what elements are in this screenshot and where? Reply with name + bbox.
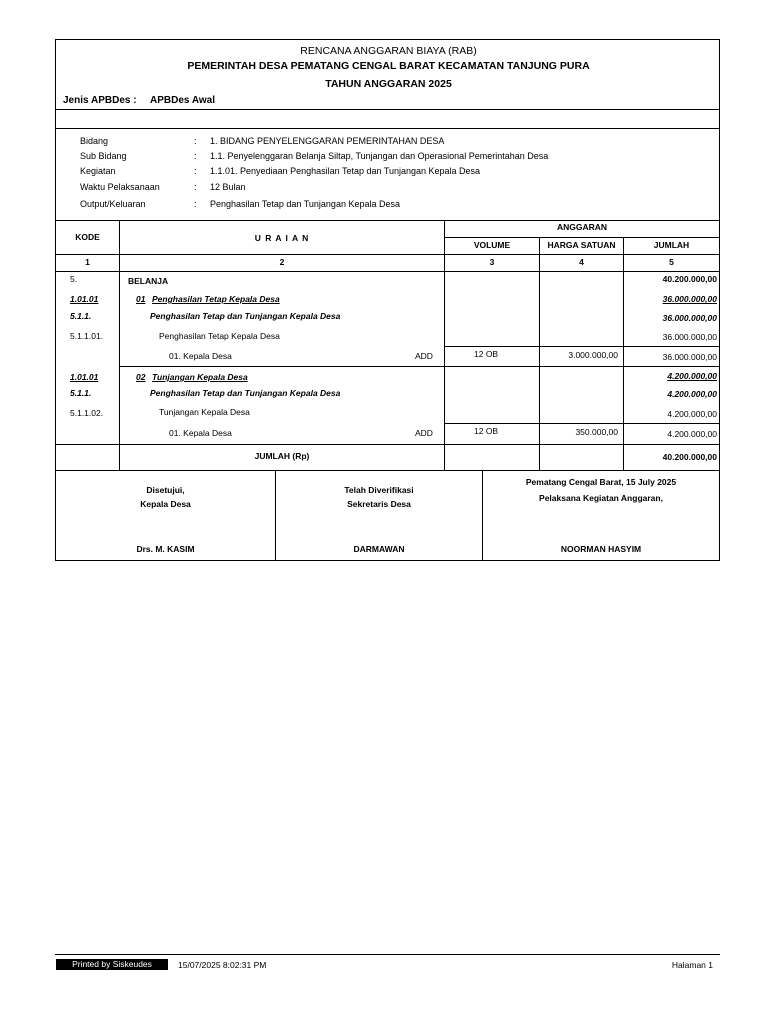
group1-item-uraian: Penghasilan Tetap Kepala Desa: [159, 331, 280, 341]
col-num-1: 1: [85, 257, 90, 267]
col-kode-header: KODE: [75, 232, 100, 242]
row-belanja-jumlah: 40.200.000,00: [662, 274, 717, 284]
info-value-subbidang: 1.1. Penyelenggaran Belanja Siltap, Tunjangan dan Operasional Pemerintahan Desa: [210, 151, 549, 161]
col-harga-header: HARGA SATUAN: [547, 240, 616, 250]
group2-uraian: Tunjangan Kepala Desa: [152, 372, 248, 382]
group2-sub-jumlah: 4.200.000,00: [667, 389, 717, 399]
jenis-apbdes-label: Jenis APBDes :: [63, 95, 137, 106]
group2-detail-sumber: ADD: [415, 428, 433, 438]
group1-item-kode: 5.1.1.01.: [70, 331, 104, 341]
info-label-output: Output/Keluaran: [80, 199, 146, 209]
sig-right-line2: Pelaksana Kegiatan Anggaran,: [539, 493, 663, 503]
group2-item-kode: 5.1.1.02.: [70, 408, 104, 418]
doc-subtitle: PEMERINTAH DESA PEMATANG CENGAL BARAT KECAMATAN TANJUNG PURA: [187, 60, 590, 72]
jenis-apbdes-value: APBDes Awal: [150, 95, 216, 106]
group1-sub-uraian: Penghasilan Tetap dan Tunjangan Kepala Desa: [150, 311, 341, 321]
group1-jumlah: 36.000.000,00: [662, 294, 717, 304]
group2-item-uraian: Tunjangan Kepala Desa: [159, 407, 250, 417]
info-value-waktu: 12 Bulan: [210, 182, 246, 192]
doc-year: TAHUN ANGGARAN 2025: [325, 78, 452, 90]
total-label: JUMLAH (Rp): [254, 451, 310, 461]
group2-item-jumlah: 4.200.000,00: [667, 409, 717, 419]
col-num-3: 3: [489, 257, 495, 267]
sig-right-name: NOORMAN HASYIM: [560, 544, 642, 554]
info-label-kegiatan: Kegiatan: [80, 166, 116, 176]
info-colon: :: [194, 136, 197, 146]
print-datetime: 15/07/2025 8:02:31 PM: [178, 960, 267, 970]
printed-by-badge: Printed by Siskeudes: [56, 959, 168, 970]
rab-document: [55, 39, 720, 561]
group2-sub-uraian: Penghasilan Tetap dan Tunjangan Kepala Desa: [150, 388, 341, 398]
col-num-5: 5: [669, 257, 674, 267]
group2-no: 02: [136, 372, 146, 382]
row-belanja-kode: 5.: [70, 274, 78, 284]
group1-detail-harga: 3.000.000,00: [568, 350, 618, 360]
col-jumlah-header: JUMLAH: [653, 240, 690, 250]
group2-detail-uraian: 01. Kepala Desa: [169, 428, 232, 438]
group1-no: 01: [136, 294, 146, 304]
sig-mid-line2: Sekretaris Desa: [347, 499, 411, 509]
col-num-2: 2: [279, 257, 285, 267]
group1-detail-jumlah: 36.000.000,00: [662, 352, 717, 362]
sig-mid-line1: Telah Diverifikasi: [344, 485, 414, 495]
group2-kode: 1.01.01: [70, 372, 99, 382]
info-label-subbidang: Sub Bidang: [80, 151, 127, 161]
group2-detail-volume: 12 OB: [474, 426, 499, 436]
group1-sub-kode: 5.1.1.: [70, 311, 92, 321]
info-colon: :: [194, 151, 197, 161]
group1-item-jumlah: 36.000.000,00: [662, 332, 717, 342]
info-colon: :: [194, 199, 197, 209]
footer-divider: [55, 954, 720, 955]
col-num-4: 4: [579, 257, 584, 267]
doc-title: RENCANA ANGGARAN BIAYA (RAB): [300, 45, 477, 57]
page-number: Halaman 1: [671, 960, 713, 970]
col-uraian-header: U R A I A N: [254, 233, 310, 243]
row-belanja-uraian: BELANJA: [128, 276, 169, 286]
col-volume-header: VOLUME: [473, 240, 511, 250]
info-label-waktu: Waktu Pelaksanaan: [80, 182, 160, 192]
group1-detail-sumber: ADD: [415, 351, 433, 361]
sig-mid-name: DARMAWAN: [353, 544, 405, 554]
total-value: 40.200.000,00: [662, 452, 717, 462]
group1-detail-uraian: 01. Kepala Desa: [169, 351, 232, 361]
group1-sub-jumlah: 36.000.000,00: [662, 313, 717, 323]
info-colon: :: [194, 182, 197, 192]
info-value-bidang: 1. BIDANG PENYELENGGARAN PEMERINTAHAN DESA: [210, 136, 445, 146]
group2-jumlah: 4.200.000,00: [667, 371, 717, 381]
info-value-output: Penghasilan Tetap dan Tunjangan Kepala Desa: [210, 199, 400, 209]
group1-kode: 1.01.01: [70, 294, 99, 304]
group1-uraian: Penghasilan Tetap Kepala Desa: [152, 294, 280, 304]
col-anggaran-header: ANGGARAN: [556, 222, 608, 232]
info-colon: :: [194, 166, 197, 176]
info-label-bidang: Bidang: [80, 136, 109, 146]
info-value-kegiatan: 1.1.01. Penyediaan Penghasilan Tetap dan Tunjangan Kepala Desa: [210, 166, 481, 176]
group2-detail-harga: 350.000,00: [575, 427, 618, 437]
sig-left-name: Drs. M. KASIM: [136, 544, 195, 554]
group2-detail-jumlah: 4.200.000,00: [667, 429, 717, 439]
sig-right-line1: Pematang Cengal Barat, 15 July 2025: [525, 477, 677, 487]
group2-sub-kode: 5.1.1.: [70, 388, 92, 398]
group1-detail-volume: 12 OB: [474, 349, 499, 359]
sig-left-line2: Kepala Desa: [140, 499, 191, 509]
sig-left-line1: Disetujui,: [146, 485, 185, 495]
